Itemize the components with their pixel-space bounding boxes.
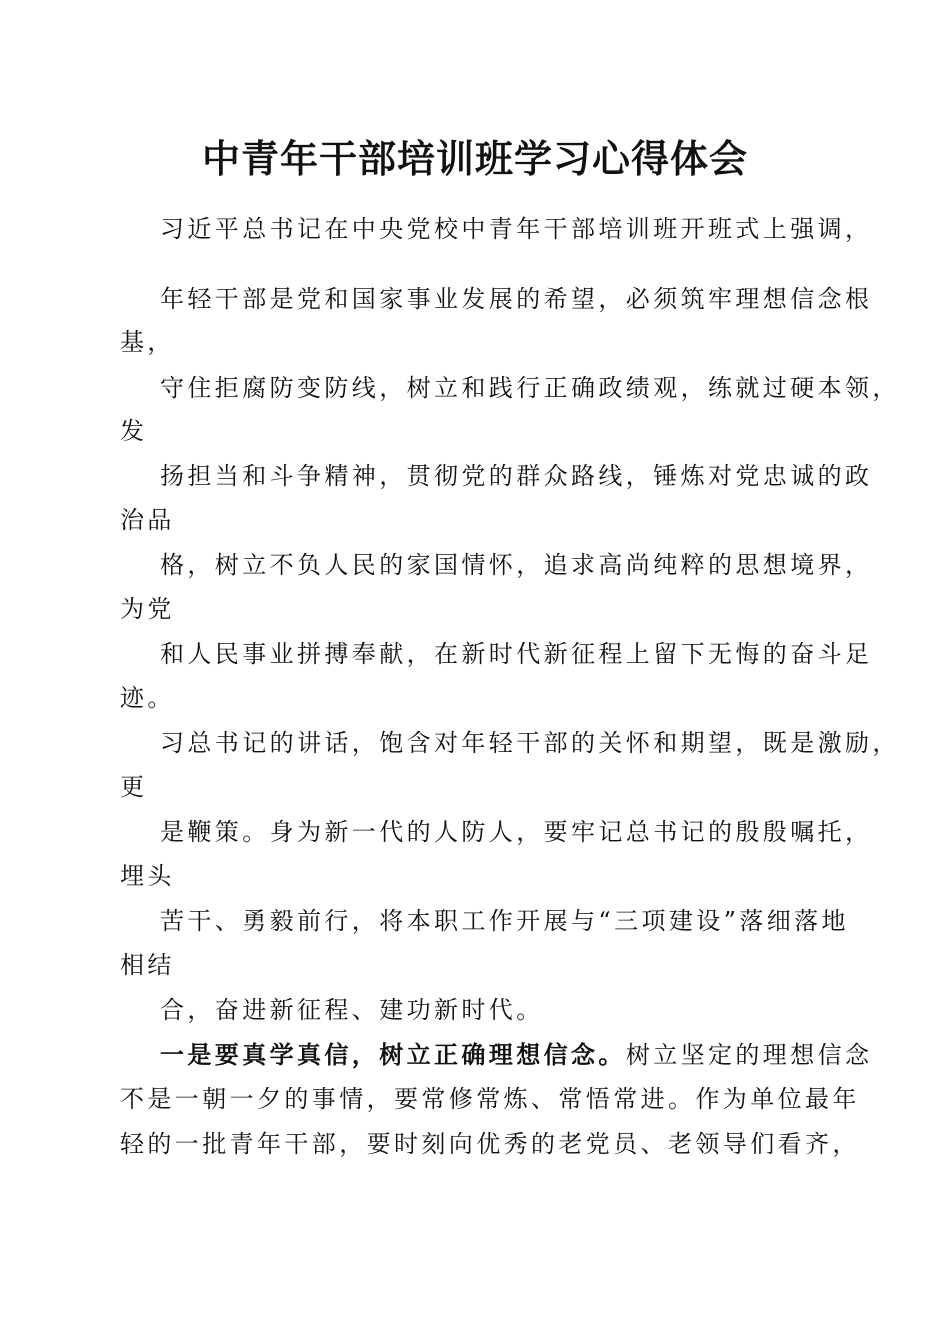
page-title: 中青年干部培训班学习心得体会 xyxy=(201,136,748,181)
text-line: 轻的一批青年干部，要时刻向优秀的老党员、老领导们看齐， xyxy=(120,1130,860,1158)
point1-heading: 一是要真学真信，树立正确理想信念。 xyxy=(160,1040,626,1069)
text-line: 格，树立不负人民的家国情怀，追求高尚纯粹的思想境界， xyxy=(160,551,873,579)
text-line: 治品 xyxy=(120,506,175,534)
point1-text: 树立坚定的理想信念 xyxy=(625,1041,873,1069)
text-line: 合，奋进新征程、建功新时代。 xyxy=(160,996,544,1024)
point1-line xyxy=(160,1040,872,1070)
text-line: 基， xyxy=(120,328,175,356)
text-line: 埋头 xyxy=(120,862,175,890)
text-line: 相结 xyxy=(120,951,175,979)
text-line: 习总书记的讲话，饱含对年轻干部的关怀和期望，既是激励， xyxy=(160,729,900,757)
text-line: 习近平总书记在中央党校中青年干部培训班开班式上强调， xyxy=(160,215,873,243)
text-line: 是鞭策。身为新一代的人防人，要牢记总书记的殷殷嘱托， xyxy=(160,818,873,846)
text-line: 不是一朝一夕的事情，要常修常炼、常悟常进。作为单位最年 xyxy=(120,1085,860,1113)
text-line: 更 xyxy=(120,773,148,801)
text-line: 迹。 xyxy=(120,684,175,712)
text-line: 和人民事业拼搏奉献，在新时代新征程上留下无悔的奋斗足 xyxy=(160,640,873,668)
text-line: 扬担当和斗争精神，贯彻党的群众路线，锤炼对党忠诚的政 xyxy=(160,462,873,490)
text-line: 年轻干部是党和国家事业发展的希望，必须筑牢理想信念根 xyxy=(160,285,873,313)
text-line: 苦干、勇毅前行，将本职工作开展与“三项建设”落细落地 xyxy=(160,907,849,935)
text-line: 守住拒腐防变防线，树立和践行正确政绩观，练就过硬本领， xyxy=(160,374,900,402)
text-line: 发 xyxy=(120,417,148,445)
text-line: 为党 xyxy=(120,595,175,623)
